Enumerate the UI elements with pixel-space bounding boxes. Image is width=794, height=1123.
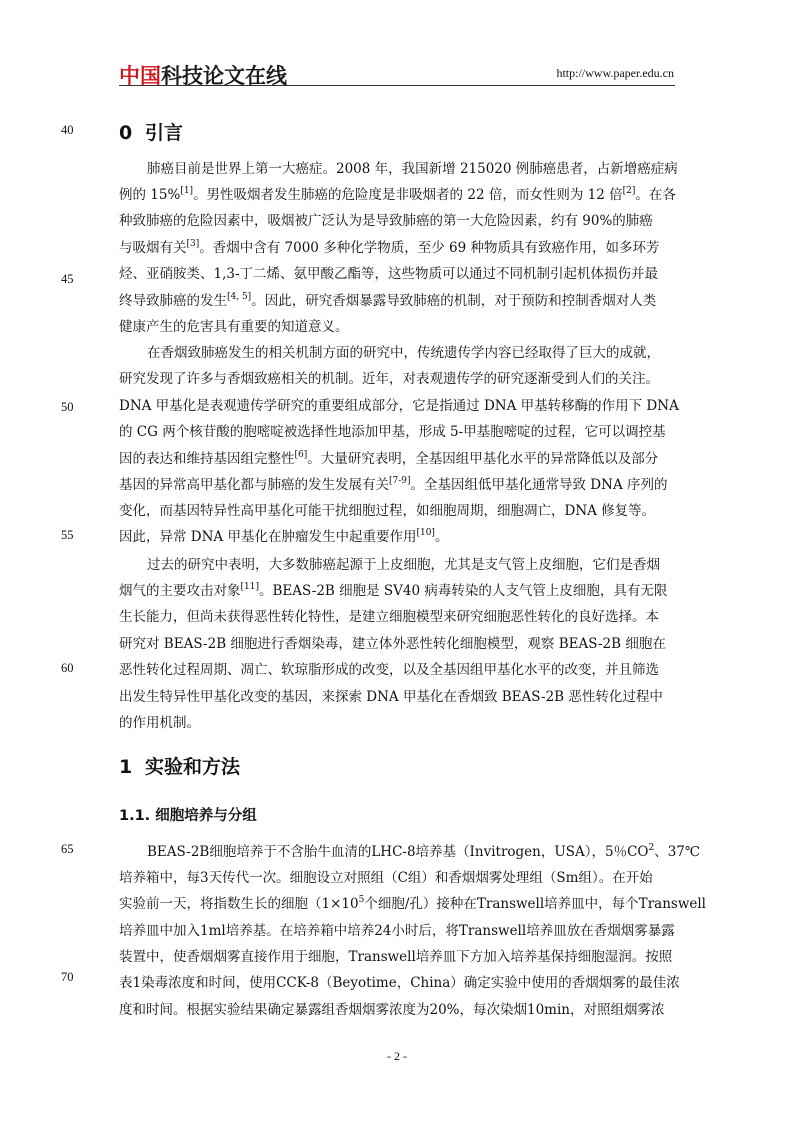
- line-number: 45: [61, 272, 74, 286]
- subsection-heading: 1.1. 细胞培养与分组: [119, 808, 257, 824]
- header-url[interactable]: http://www.paper.edu.cn: [556, 66, 674, 80]
- paragraph-line: 研究发现了许多与香烟致癌相关的机制。近年，对表观遗传学的研究逐渐受到人们的关注。: [119, 371, 659, 387]
- paragraph-line: 度和时间。根据实验结果确定暴露组香烟烟雾浓度为20%，每次染烟10min，对照组烟雾浓: [119, 1002, 665, 1018]
- citation[interactable]: [6]: [294, 450, 308, 460]
- line-number: 55: [61, 528, 74, 542]
- paragraph-line: 培养皿中加入1ml培养基。在培养箱中培养24小时后，将Transwell培养皿放在香烟烟雾暴露: [119, 923, 675, 939]
- logo-text: 科技论文在线: [161, 64, 287, 88]
- header-divider: [119, 85, 675, 86]
- paragraph-line: DNA 甲基化是表观遗传学研究的重要组成部分，它是指通过 DNA 甲基转移酶的作用下 DNA: [119, 398, 679, 414]
- paragraph-line: 基因的异常高甲基化都与肺癌的发生发展有关[7-9]。全基因组低甲基化通常导致 DNA 序列的: [119, 476, 668, 493]
- line-number: 40: [61, 123, 74, 137]
- line-number: 60: [61, 661, 74, 675]
- citation[interactable]: [3]: [186, 239, 200, 249]
- paragraph-line: 实验前一天，将指数生长的细胞（$1\times 10^5$个细胞/孔）接种在Transwell培养皿中，每个Transwell: [119, 895, 706, 912]
- paragraph-line: 恶性转化过程周期、凋亡、软琼脂形成的改变，以及全基因组甲基化水平的改变，并且筛选: [119, 662, 659, 678]
- citation[interactable]: [10]: [416, 528, 435, 538]
- paragraph-line: 过去的研究中表明，大多数肺癌起源于上皮细胞，尤其是支气管上皮细胞，它们是香烟: [147, 557, 660, 573]
- paragraph-line: 烃、亚硝胺类、1,3-丁二烯、氨甲酸乙酯等，这些物质可以通过不同机制引起机体损伤并最: [119, 266, 659, 282]
- paragraph-line: 的作用机制。: [119, 715, 200, 731]
- page-number: - 2 -: [387, 1049, 407, 1063]
- paragraph-line: 培养箱中，每3天传代一次。细胞设立对照组（C组）和香烟烟雾处理组（Sm组）。在开始: [119, 870, 653, 886]
- citation[interactable]: [4, 5]: [227, 292, 252, 302]
- paragraph-line: 研究对 BEAS-2B 细胞进行香烟染毒，建立体外恶性转化细胞模型，观察 BEAS-2B 细胞在: [119, 636, 666, 652]
- citation[interactable]: [1]: [180, 186, 194, 196]
- paragraph-line: 与吸烟有关[3]。香烟中含有 7000 多种化学物质，至少 69 种物质具有致癌作用，如多环芳: [119, 239, 660, 256]
- citation[interactable]: [7-9]: [389, 476, 411, 486]
- line-number: 70: [61, 970, 74, 984]
- paragraph-line: 种致肺癌的危险因素中，吸烟被广泛认为是导致肺癌的第一大危险因素，约有 90%的肺癌: [119, 213, 653, 229]
- paragraph-line: 出发生特异性甲基化改变的基因，来探索 DNA 甲基化在香烟致 BEAS-2B 恶性转化过程中: [119, 689, 663, 705]
- paragraph-line: 终导致肺癌的发生[4, 5]。因此，研究香烟暴露导致肺癌的机制，对于预防和控制香烟对人类: [119, 292, 657, 309]
- paragraph-line: 在香烟致肺癌发生的相关机制方面的研究中，传统遗传学内容已经取得了巨大的成就，: [147, 345, 660, 361]
- logo-red-text: 中国: [119, 64, 161, 88]
- paragraph-line: 因的表达和维持基因组完整性[6]。大量研究表明，全基因组甲基化水平的异常降低以及部分: [119, 450, 659, 467]
- paragraph-line: 的 CG 两个核苷酸的胞嘧啶被选择性地添加甲基，形成 5-甲基胞嘧啶的过程，它可以调控基: [119, 424, 666, 440]
- paragraph-line: 因此，异常 DNA 甲基化在肿瘤发生中起重要作用[10]。: [119, 528, 449, 545]
- line-number: 65: [61, 842, 74, 856]
- line-number: 50: [61, 400, 74, 414]
- section-heading-methods: 1 实验和方法: [119, 756, 241, 778]
- paragraph-line: 变化，而基因特异性高甲基化可能干扰细胞过程，如细胞周期，细胞凋亡，DNA 修复等。: [119, 503, 656, 519]
- paragraph-line: 表1染毒浓度和时间，使用CCK-8（Beyotime，China）确定实验中使用的香烟烟雾的最佳浓: [119, 975, 680, 991]
- paragraph-line: 健康产生的危害具有重要的知道意义。: [119, 319, 349, 335]
- citation[interactable]: [2]: [622, 186, 636, 196]
- paragraph-line: 例的 15%[1]。男性吸烟者发生肺癌的危险度是非吸烟者的 22 倍，而女性则为 12 倍[2]。在各: [119, 186, 676, 203]
- paragraph-line: BEAS-2B细胞培养于不含胎牛血清的LHC-8培养基（Invitrogen，USA），5％$CO^2$、37℃: [147, 843, 700, 860]
- paragraph-line: 装置中，使香烟烟雾直接作用于细胞，Transwell培养皿下方加入培养基保持细胞湿润。按照: [119, 949, 673, 965]
- citation[interactable]: [11]: [240, 582, 259, 592]
- paragraph-line: 肺癌目前是世界上第一大癌症。2008 年，我国新增 215020 例肺癌患者，占新增癌症病: [147, 161, 678, 177]
- paragraph-line: 烟气的主要攻击对象[11]。BEAS-2B 细胞是 SV40 病毒转染的人支气管上皮细胞，具有无限: [119, 582, 668, 599]
- paragraph-line: 生长能力，但尚未获得恶性转化特性，是建立细胞模型来研究细胞恶性转化的良好选择。本: [119, 609, 659, 625]
- section-heading-intro: 0 引言: [119, 122, 184, 144]
